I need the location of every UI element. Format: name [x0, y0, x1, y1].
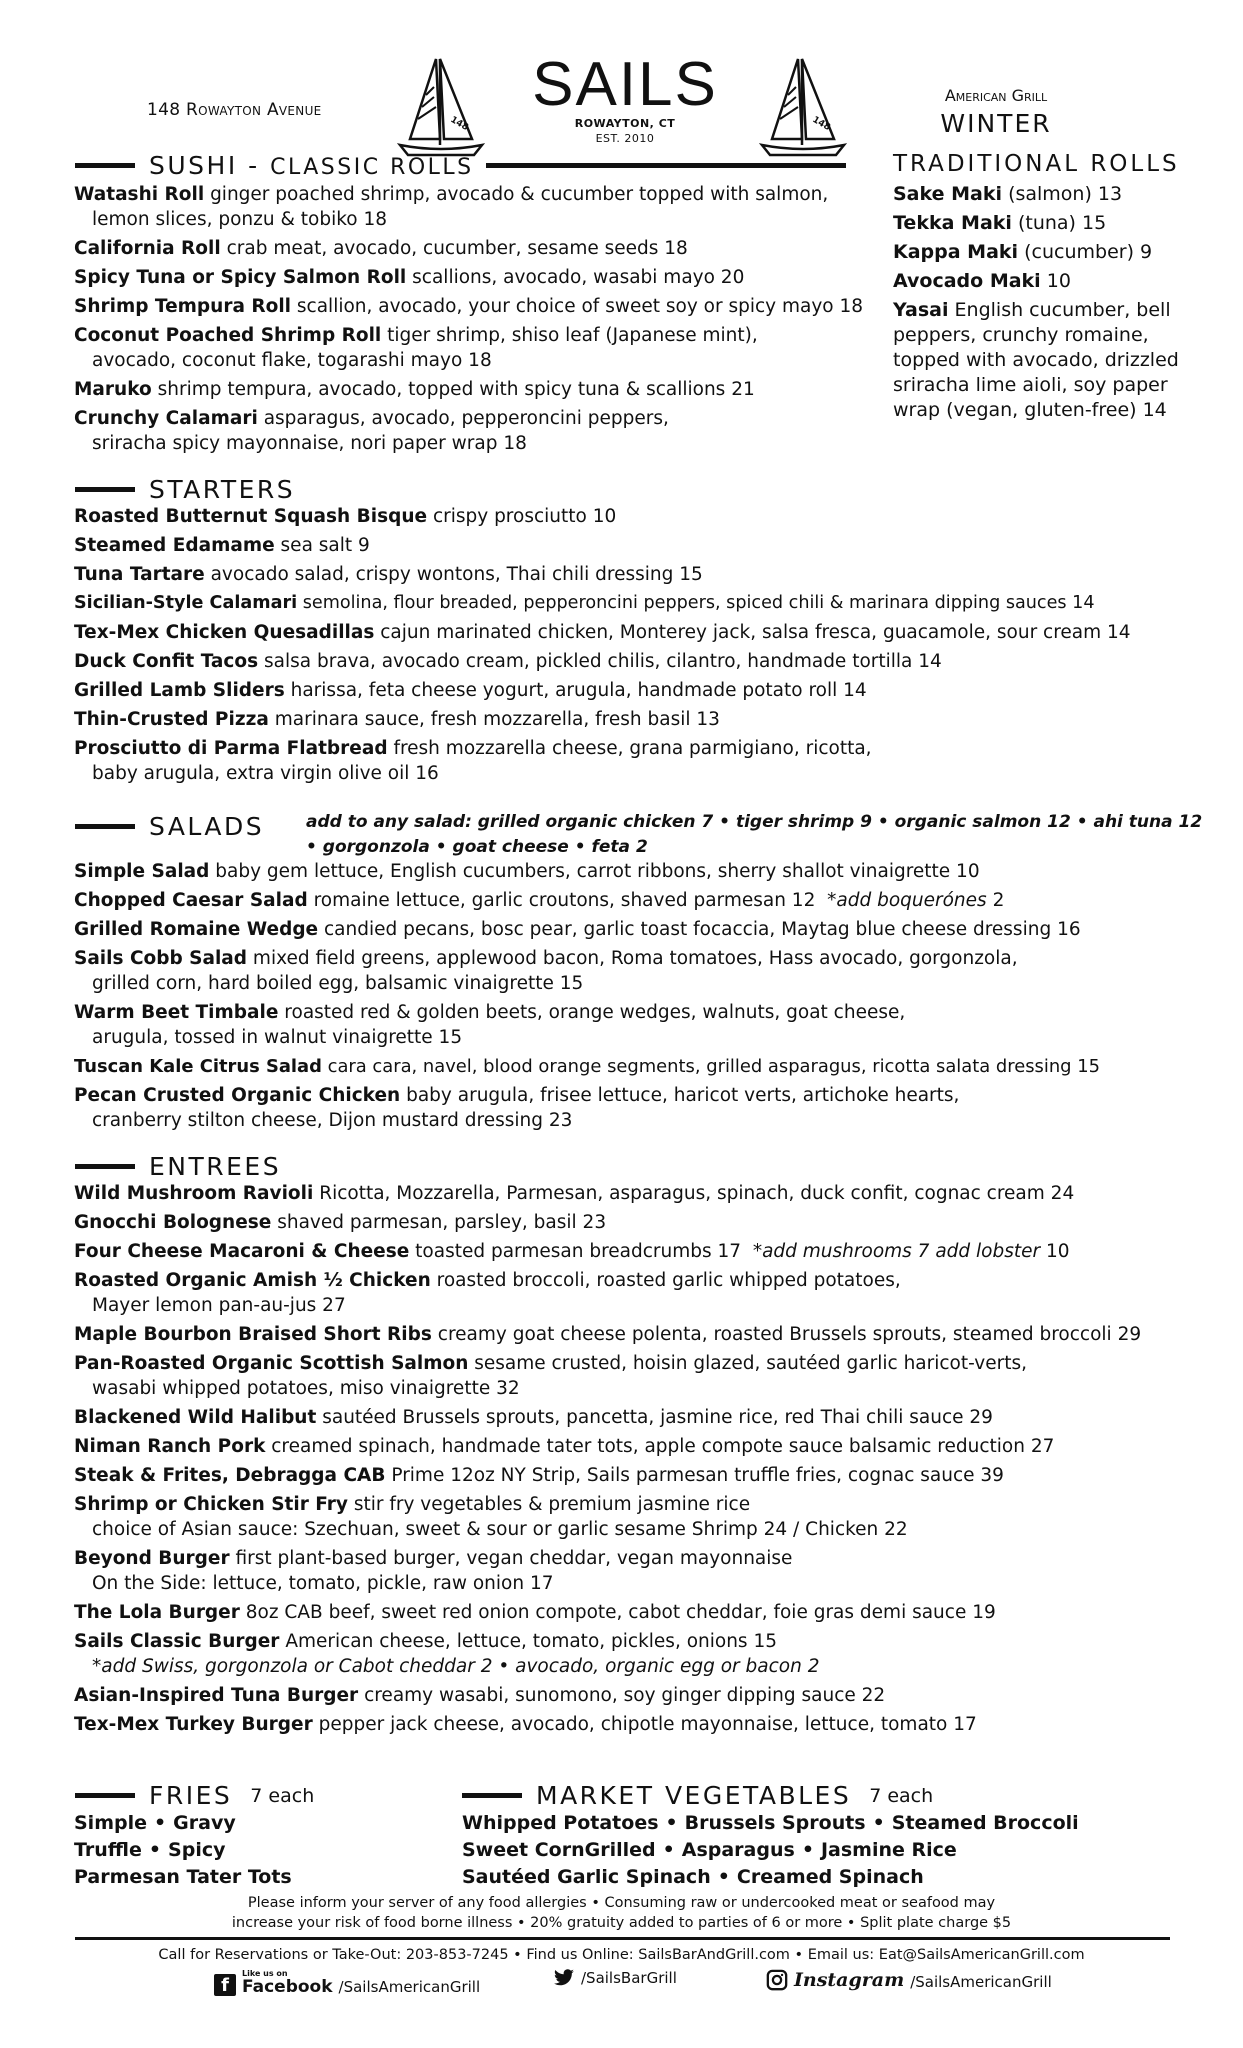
list-item: Maple Bourbon Braised Short Ribs creamy goat cheese polenta, roasted Brussels sprouts, steamed broccoli 29 [74, 1324, 1142, 1345]
list-item: Niman Ranch Pork creamed spinach, handmade tater tots, apple compote sauce balsamic reduction 27 [74, 1436, 1055, 1457]
list-item: Chopped Caesar Salad romaine lettuce, garlic croutons, shaved parmesan 12 *add boquerónes 2 [74, 890, 1005, 911]
list-item: Steak & Frites, Debragga CAB Prime 12oz NY Strip, Sails parmesan truffle fries, cognac sauce 39 [74, 1465, 1004, 1486]
fries-price: 7 each [250, 1784, 315, 1807]
divider [75, 1164, 135, 1169]
list-item: Prosciutto di Parma Flatbread fresh mozzarella cheese, grana parmigiano, ricotta, baby arugula, extra virgin olive oil 16 [74, 738, 872, 784]
divider [75, 824, 135, 829]
list-item: Gnocchi Bolognese shaved parmesan, parsley, basil 23 [74, 1212, 607, 1233]
addon-line: • gorgonzola • goat cheese • feta 2 [306, 837, 648, 857]
contact-info: Call for Reservations or Take-Out: 203-853-7245 • Find us Online: SailsBarAndGrill.com • Email us: Eat@SailsAmericanGrill.com [158, 1947, 1085, 1963]
svg-text:148: 148 [810, 114, 832, 133]
salads-section-header [75, 812, 264, 841]
list-item: Tex-Mex Turkey Burger pepper jack cheese, avocado, chipotle mayonnaise, lettuce, tomato 17 [74, 1714, 977, 1735]
restaurant-address: 148 Rowayton Avenue [147, 100, 322, 120]
entrees-section-header [75, 1152, 281, 1181]
grill-label: American Grill [944, 86, 1048, 105]
list-item: Maruko shrimp tempura, avocado, topped with spicy tuna & scallions 21 [74, 379, 755, 400]
traditional-rolls-title: TRADITIONAL ROLLS [893, 151, 1180, 177]
list-item: Thin-Crusted Pizza marinara sauce, fresh mozzarella, fresh basil 13 [74, 709, 720, 730]
list-item: Wild Mushroom Ravioli Ricotta, Mozzarella, Parmesan, asparagus, spinach, duck confit, cognac cream 24 [74, 1183, 1075, 1204]
divider [462, 1793, 522, 1798]
list-item: The Lola Burger 8oz CAB beef, sweet red onion compote, cabot cheddar, foie gras demi sauce 19 [74, 1602, 996, 1623]
list-item: Grilled Lamb Sliders harissa, feta cheese yogurt, arugula, handmade potato roll 14 [74, 680, 867, 701]
list-item: Tuna Tartare avocado salad, crispy wontons, Thai chili dressing 15 [74, 564, 703, 585]
section-title: SUSHI - CLASSIC ROLLS [149, 151, 474, 180]
list-item: Spicy Tuna or Spicy Salmon Roll scallions, avocado, wasabi mayo 20 [74, 267, 745, 288]
twitter-icon [553, 1969, 575, 1987]
list-item: Sake Maki (salmon) 13 [893, 183, 1123, 205]
list-item: Truffle • Spicy [74, 1839, 226, 1861]
instagram-label: Instagram [794, 1969, 905, 1991]
list-item: Parmesan Tater Tots [74, 1866, 292, 1888]
logo-established: EST. 2010 [595, 132, 655, 145]
divider [75, 1793, 135, 1798]
section-title: MARKET VEGETABLES [536, 1781, 852, 1810]
list-item: Coconut Poached Shrimp Roll tiger shrimp, shiso leaf (Japanese mint), avocado, coconut flake, togarashi mayo 18 [74, 325, 758, 371]
divider [75, 163, 135, 168]
list-item: Pecan Crusted Organic Chicken baby arugula, frisee lettuce, haricot verts, artichoke hearts, cranberry stilton cheese, Dijon mustard dressing 23 [74, 1085, 960, 1131]
section-title: SALADS [149, 812, 265, 841]
facebook-label: Like us on Facebook [242, 1969, 333, 1997]
divider [486, 163, 846, 168]
sushi-section-header [75, 151, 846, 180]
svg-text:148: 148 [448, 114, 470, 133]
instagram-handle: /SailsAmericanGrill [910, 1973, 1052, 1991]
sails-logo [520, 50, 730, 145]
list-item: Warm Beet Timbale roasted red & golden beets, orange wedges, walnuts, goat cheese, arugula, tossed in walnut vinaigrette 15 [74, 1002, 906, 1048]
notice-line: increase your risk of food borne illness • 20% gratuity added to parties of 6 or more • Split plate charge $5 [231, 1915, 1012, 1931]
twitter-link[interactable] [553, 1969, 677, 1987]
sailboat-icon [396, 55, 486, 160]
allergy-notice [0, 1893, 1243, 1933]
list-item: Four Cheese Macaroni & Cheese toasted parmesan breadcrumbs 17 *add mushrooms 7 add lobster 10 [74, 1241, 1070, 1262]
list-item: Pan-Roasted Organic Scottish Salmon sesame crusted, hoisin glazed, sautéed garlic haricot-verts, wasabi whipped potatoes, miso vinaigrette 32 [74, 1353, 1028, 1399]
list-item: Beyond Burger first plant-based burger, vegan cheddar, vegan mayonnaise On the Side: lettuce, tomato, pickle, raw onion 17 [74, 1548, 793, 1594]
grill-season [912, 86, 1080, 138]
season-label: WINTER [940, 109, 1052, 138]
list-item: California Roll crab meat, avocado, cucumber, sesame seeds 18 [74, 238, 688, 259]
sailboat-icon [758, 55, 848, 160]
list-item: Whipped Potatoes • Brussels Sprouts • Steamed Broccoli [462, 1812, 1079, 1834]
list-item: Avocado Maki 10 [893, 270, 1071, 292]
facebook-handle: /SailsAmericanGrill [338, 1978, 481, 1996]
section-title: FRIES [149, 1781, 233, 1810]
traditional-list [893, 182, 1183, 423]
list-item: Tekka Maki (tuna) 15 [893, 212, 1107, 234]
instagram-icon [766, 1969, 788, 1991]
list-item: Crunchy Calamari asparagus, avocado, pepperoncini peppers, sriracha spicy mayonnaise, nori paper wrap 18 [74, 408, 669, 454]
list-item: Kappa Maki (cucumber) 9 [893, 241, 1153, 263]
facebook-link[interactable] [214, 1969, 480, 1996]
fries-section-header [75, 1781, 314, 1810]
list-item: Tuscan Kale Citrus Salad cara cara, navel, blood orange segments, grilled asparagus, ricotta salata dressing 15 [74, 1056, 1100, 1077]
list-item: Asian-Inspired Tuna Burger creamy wasabi, sunomono, soy ginger dipping sauce 22 [74, 1685, 886, 1706]
vegetables-list [462, 1810, 1079, 1891]
list-item: Sicilian-Style Calamari semolina, flour breaded, pepperoncini peppers, spiced chili & marinara dipping sauces 14 [74, 593, 1095, 613]
addon-line: add to any salad: grilled organic chicken 7 • tiger shrimp 9 • organic salmon 12 • ahi tuna 12 [306, 812, 1203, 832]
list-item: Shrimp Tempura Roll scallion, avocado, your choice of sweet soy or spicy mayo 18 [74, 296, 864, 317]
list-item: Sautéed Garlic Spinach • Creamed Spinach [462, 1866, 924, 1888]
list-item: Blackened Wild Halibut sautéed Brussels sprouts, pancetta, jasmine rice, red Thai chili sauce 29 [74, 1407, 993, 1428]
list-item: Watashi Roll ginger poached shrimp, avocado & cucumber topped with salmon, lemon slices, ponzu & tobiko 18 [74, 184, 829, 230]
starters-section-header [75, 475, 295, 504]
list-item: Sweet CornGrilled • Asparagus • Jasmine Rice [462, 1839, 957, 1861]
sushi-list [74, 182, 863, 456]
facebook-icon: f [214, 1974, 236, 1996]
vegetables-section-header [462, 1781, 933, 1810]
list-item: Simple Salad baby gem lettuce, English cucumbers, carrot ribbons, sherry shallot vinaigrette 10 [74, 861, 980, 882]
vegetables-price: 7 each [869, 1784, 934, 1807]
divider [75, 1937, 1170, 1940]
instagram-link[interactable] [766, 1969, 1052, 1991]
section-title: STARTERS [149, 475, 296, 504]
divider [75, 487, 135, 492]
list-item: Steamed Edamame sea salt 9 [74, 535, 370, 556]
starters-list [74, 504, 1131, 786]
salads-list [74, 859, 1100, 1133]
list-item: Sails Classic Burger American cheese, lettuce, tomato, pickles, onions 15 *add Swiss, gorgonzola or Cabot cheddar 2 • avocado, organic egg or bacon 2 [74, 1631, 820, 1677]
twitter-handle: /SailsBarGrill [581, 1969, 677, 1987]
logo-name: SAILS [532, 50, 718, 119]
list-item: Shrimp or Chicken Stir Fry stir fry vegetables & premium jasmine rice choice of Asian sauce: Szechuan, sweet & sour or garlic sesame Shrimp 24 / Chicken 22 [74, 1494, 908, 1540]
salad-addons [306, 810, 1202, 860]
list-item: Roasted Butternut Squash Bisque crispy prosciutto 10 [74, 506, 617, 527]
list-item: Simple • Gravy [74, 1812, 236, 1834]
list-item: Sails Cobb Salad mixed field greens, applewood bacon, Roma tomatoes, Hass avocado, gorgonzola, grilled corn, hard boiled egg, balsamic vinaigrette 15 [74, 948, 1018, 994]
fries-list [74, 1810, 292, 1891]
list-item: Yasai English cucumber, bell peppers, crunchy romaine, topped with avocado, drizzled sriracha lime aioli, soy paper wrap (vegan, gluten-free) 14 [893, 299, 1179, 421]
list-item: Duck Confit Tacos salsa brava, avocado cream, pickled chilis, cilantro, handmade tortilla 14 [74, 651, 942, 672]
list-item: Tex-Mex Chicken Quesadillas cajun marinated chicken, Monterey jack, salsa fresca, guacamole, sour cream 14 [74, 622, 1131, 643]
entrees-list [74, 1181, 1141, 1737]
notice-line: Please inform your server of any food allergies • Consuming raw or undercooked meat or seafood may [247, 1895, 996, 1911]
section-title: ENTREES [149, 1152, 282, 1181]
list-item: Roasted Organic Amish ½ Chicken roasted broccoli, roasted garlic whipped potatoes, Mayer lemon pan-au-jus 27 [74, 1270, 901, 1316]
list-item: Grilled Romaine Wedge candied pecans, bosc pear, garlic toast focaccia, Maytag blue cheese dressing 16 [74, 919, 1081, 940]
logo-city: ROWAYTON, CT [574, 117, 676, 130]
